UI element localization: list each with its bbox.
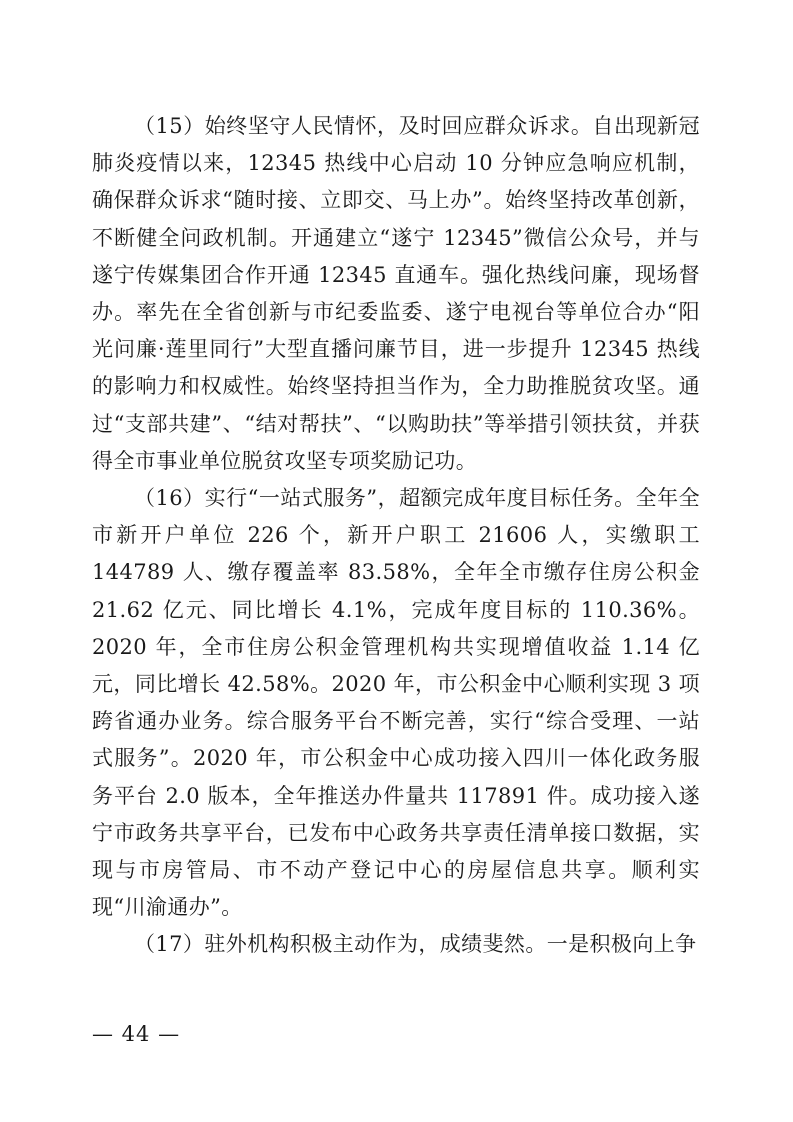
- paragraph-16: （16）实行“一站式服务”，超额完成年度目标任务。全年全市新开户单位 226 个，新开户职工 21606 人，实缴职工 144789 人、缴存覆盖率 83.58%，全年全市缴存住房公积金 21.62 亿元、同比增长 4.1%，完成年度目标的 110.36%。2020 年，全市住房公积金管理机构共实现增值收益 1.14 亿元，同比增长 42.58%。2020 年，市公积金中心顺利实现 3 项跨省通办业务。综合服务平台不断完善，实行“综合受理、一站式服务”。2020 年，市公积金中心成功接入四川一体化政务服务平台 2.0 版本，全年推送办件量共 117891 件。成功接入遂宁市政务共享平台，已发布中心政务共享责任清单接口数据，实现与市房管局、市不动产登记中心的房屋信息共享。顺利实现“川渝通办”。: [92, 486, 700, 920]
- paragraph-15: （15）始终坚守人民情怀，及时回应群众诉求。自出现新冠肺炎疫情以来，12345 热线中心启动 10 分钟应急响应机制，确保群众诉求“随时接、立即交、马上办”。始终坚持改革创新，不断健全问政机制。开通建立“遂宁 12345”微信公众号，并与遂宁传媒集团合作开通 12345 直通车。强化热线问廉，现场督办。率先在全省创新与市纪委监委、遂宁电视台等单位合办“阳光问廉·莲里同行”大型直播问廉节目，进一步提升 12345 热线的影响力和权威性。始终坚持担当作为，全力助推脱贫攻坚。通过“支部共建”、“结对帮扶”、“以购助扶”等举措引领扶贫，并获得全市事业单位脱贫攻坚专项奖励记功。: [92, 114, 700, 473]
- paragraph-17: （17）驻外机构积极主动作为，成绩斐然。一是积极向上争: [134, 932, 697, 957]
- document-body: [92, 108, 700, 964]
- page-number: — 44 —: [92, 1022, 181, 1046]
